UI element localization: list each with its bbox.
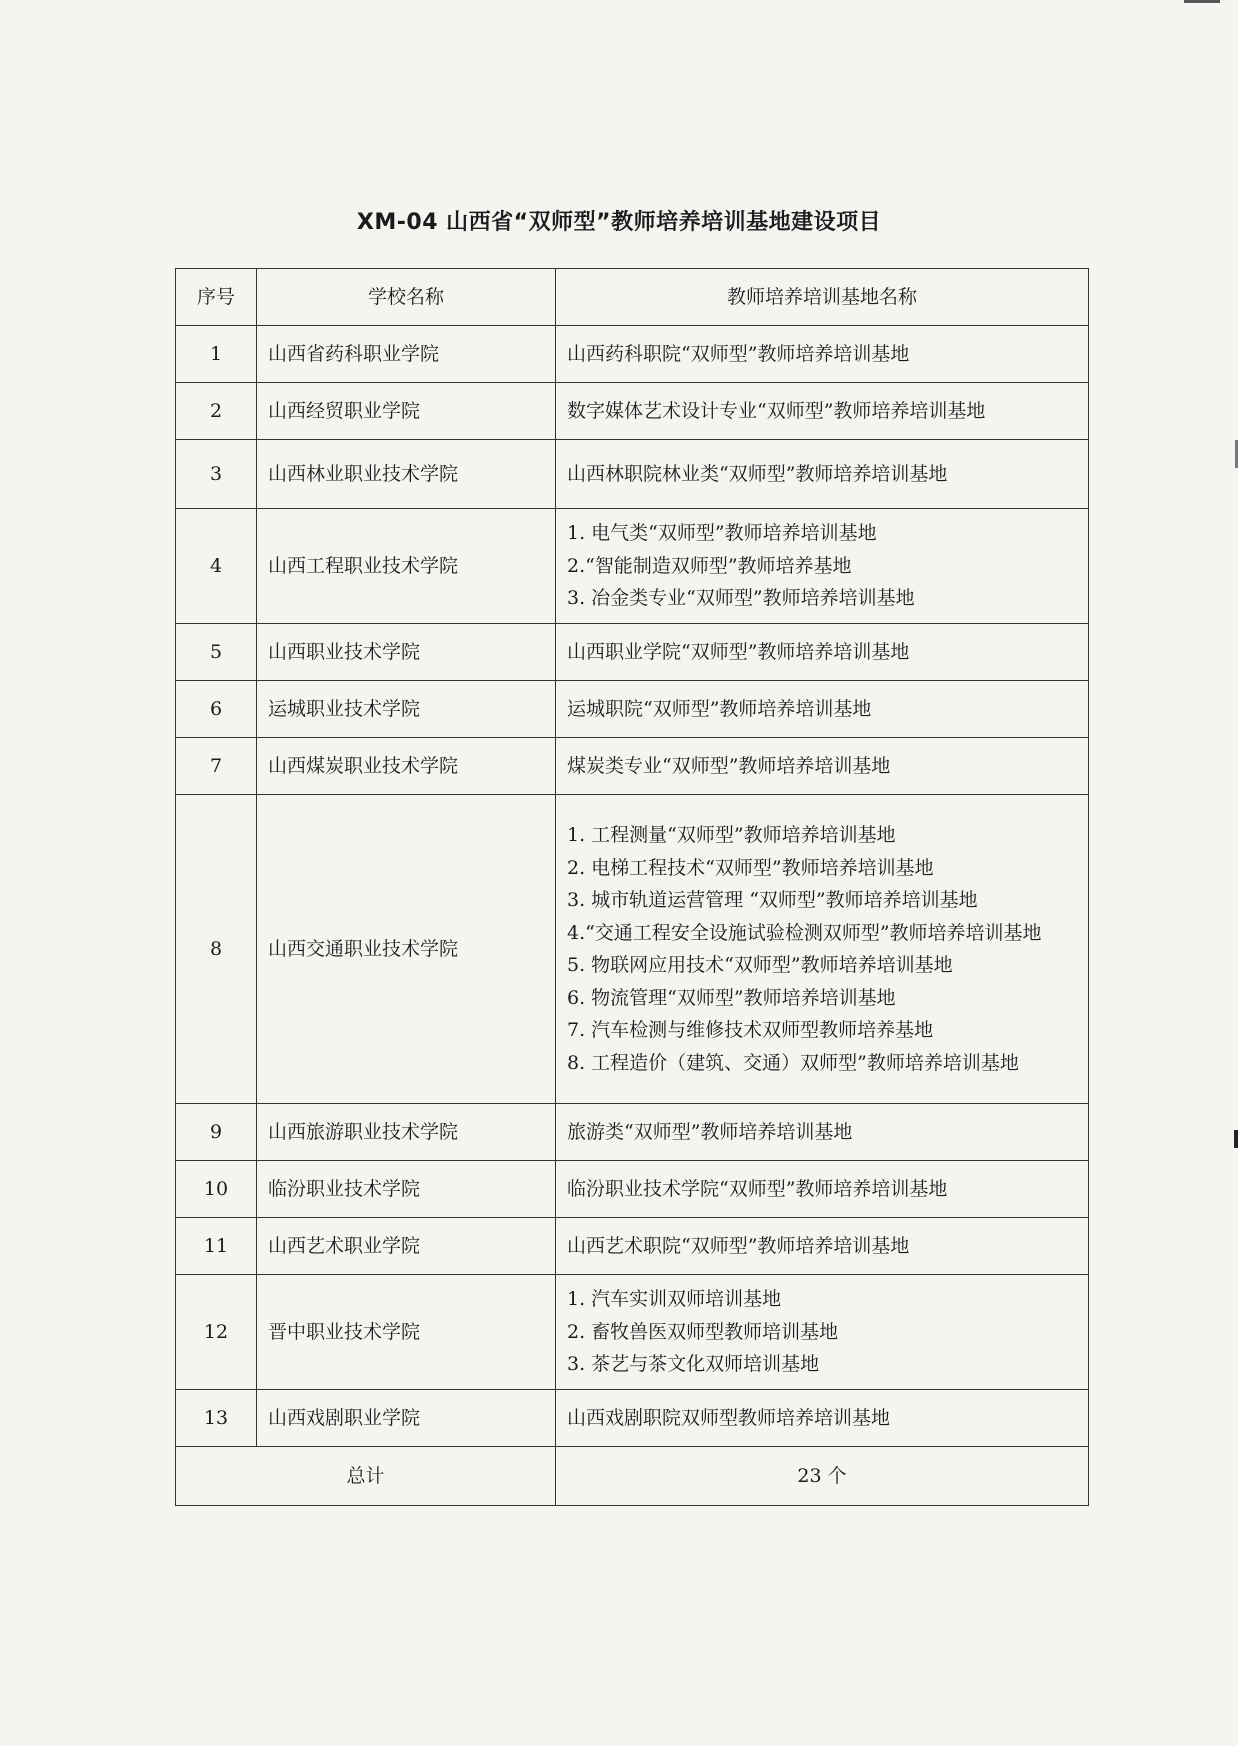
school-name: 山西林业职业技术学院 bbox=[257, 440, 556, 509]
row-number: 6 bbox=[176, 681, 257, 738]
school-name: 山西职业技术学院 bbox=[257, 624, 556, 681]
header-school: 学校名称 bbox=[257, 269, 556, 326]
table-row bbox=[176, 624, 1089, 681]
row-number: 5 bbox=[176, 624, 257, 681]
base-name-item: 2. 畜牧兽医双师型教师培训基地 bbox=[567, 1320, 839, 1343]
base-names bbox=[556, 326, 1089, 383]
table-header-row bbox=[176, 269, 1089, 326]
school-name: 临汾职业技术学院 bbox=[257, 1161, 556, 1218]
table-row bbox=[176, 681, 1089, 738]
table-row bbox=[176, 1218, 1089, 1275]
school-name: 山西旅游职业技术学院 bbox=[257, 1104, 556, 1161]
base-name-item: 煤炭类专业“双师型”教师培养培训基地 bbox=[567, 754, 891, 777]
row-number: 10 bbox=[176, 1161, 257, 1218]
base-name-item: 1. 汽车实训双师培训基地 bbox=[567, 1288, 782, 1311]
base-names bbox=[556, 795, 1089, 1104]
base-names bbox=[556, 440, 1089, 509]
base-name-item: 2. 电梯工程技术“双师型”教师培养培训基地 bbox=[567, 856, 934, 879]
total-value: 23 个 bbox=[556, 1447, 1089, 1506]
base-names bbox=[556, 1161, 1089, 1218]
table-row bbox=[176, 738, 1089, 795]
row-number: 4 bbox=[176, 509, 257, 624]
table-row bbox=[176, 440, 1089, 509]
row-number: 12 bbox=[176, 1275, 257, 1390]
base-name-item: 临汾职业技术学院“双师型”教师培养培训基地 bbox=[567, 1177, 948, 1200]
table-body bbox=[176, 326, 1089, 1447]
base-names bbox=[556, 383, 1089, 440]
school-name: 晋中职业技术学院 bbox=[257, 1275, 556, 1390]
base-name-item: 1. 电气类“双师型”教师培养培训基地 bbox=[567, 522, 877, 545]
base-names bbox=[556, 1390, 1089, 1447]
school-name: 运城职业技术学院 bbox=[257, 681, 556, 738]
base-name-item: 2.“智能制造双师型”教师培养基地 bbox=[567, 554, 852, 577]
base-name-item: 数字媒体艺术设计专业“双师型”教师培养培训基地 bbox=[567, 399, 986, 422]
base-names bbox=[556, 1104, 1089, 1161]
school-name: 山西省药科职业学院 bbox=[257, 326, 556, 383]
base-name-item: 6. 物流管理“双师型”教师培养培训基地 bbox=[567, 986, 896, 1009]
header-no: 序号 bbox=[176, 269, 257, 326]
base-name-item: 旅游类“双师型”教师培养培训基地 bbox=[567, 1120, 853, 1143]
base-names bbox=[556, 738, 1089, 795]
school-name: 山西交通职业技术学院 bbox=[257, 795, 556, 1104]
header-base: 教师培养培训基地名称 bbox=[556, 269, 1089, 326]
base-name-item: 7. 汽车检测与维修技术双师型教师培养基地 bbox=[567, 1019, 934, 1041]
table-row bbox=[176, 1161, 1089, 1218]
table-row bbox=[176, 1390, 1089, 1447]
base-name-item: 山西林职院林业类“双师型”教师培养培训基地 bbox=[567, 462, 948, 485]
scan-corner-mark bbox=[1184, 0, 1220, 3]
base-name-item: 8. 工程造价（建筑、交通）双师型”教师培养培训基地 bbox=[567, 1051, 1019, 1074]
row-number: 13 bbox=[176, 1390, 257, 1447]
base-names bbox=[556, 624, 1089, 681]
base-names bbox=[556, 1275, 1089, 1390]
table-row bbox=[176, 795, 1089, 1104]
row-number: 2 bbox=[176, 383, 257, 440]
base-names bbox=[556, 509, 1089, 624]
table-row bbox=[176, 326, 1089, 383]
school-name: 山西戏剧职业学院 bbox=[257, 1390, 556, 1447]
base-name-item: 3. 茶艺与茶文化双师培训基地 bbox=[567, 1353, 820, 1376]
row-number: 11 bbox=[176, 1218, 257, 1275]
table-row bbox=[176, 1275, 1089, 1390]
base-name-item: 3. 冶金类专业“双师型”教师培养培训基地 bbox=[567, 587, 915, 610]
base-name-item: 山西艺术职院“双师型”教师培养培训基地 bbox=[567, 1234, 910, 1257]
base-name-item: 山西职业学院“双师型”教师培养培训基地 bbox=[567, 640, 910, 663]
projects-table bbox=[175, 268, 1089, 1506]
base-name-item: 1. 工程测量“双师型”教师培养培训基地 bbox=[567, 824, 896, 846]
table-row bbox=[176, 1104, 1089, 1161]
row-number: 7 bbox=[176, 738, 257, 795]
table-row bbox=[176, 509, 1089, 624]
base-names bbox=[556, 681, 1089, 738]
base-name-item: 3. 城市轨道运营管理 “双师型”教师培养培训基地 bbox=[567, 889, 978, 911]
school-name: 山西经贸职业学院 bbox=[257, 383, 556, 440]
base-names bbox=[556, 1218, 1089, 1275]
table-row bbox=[176, 383, 1089, 440]
school-name: 山西煤炭职业技术学院 bbox=[257, 738, 556, 795]
base-name-item: 5. 物联网应用技术“双师型”教师培养培训基地 bbox=[567, 954, 953, 976]
school-name: 山西工程职业技术学院 bbox=[257, 509, 556, 624]
row-number: 9 bbox=[176, 1104, 257, 1161]
scan-edge-mark bbox=[1234, 1130, 1238, 1148]
base-name-item: 山西药科职院“双师型”教师培养培训基地 bbox=[567, 342, 910, 365]
school-name: 山西艺术职业学院 bbox=[257, 1218, 556, 1275]
base-name-item: 山西戏剧职院双师型教师培养培训基地 bbox=[567, 1406, 891, 1429]
row-number: 8 bbox=[176, 795, 257, 1104]
page-title: XM-04 山西省“双师型”教师培养培训基地建设项目 bbox=[356, 210, 882, 235]
total-label: 总计 bbox=[176, 1447, 556, 1506]
base-name-item: 运城职院“双师型”教师培养培训基地 bbox=[567, 697, 872, 720]
base-name-item: 4.“交通工程安全设施试验检测双师型”教师培养培训基地 bbox=[567, 921, 1042, 944]
row-number: 3 bbox=[176, 440, 257, 509]
row-number: 1 bbox=[176, 326, 257, 383]
total-row bbox=[176, 1447, 1089, 1506]
